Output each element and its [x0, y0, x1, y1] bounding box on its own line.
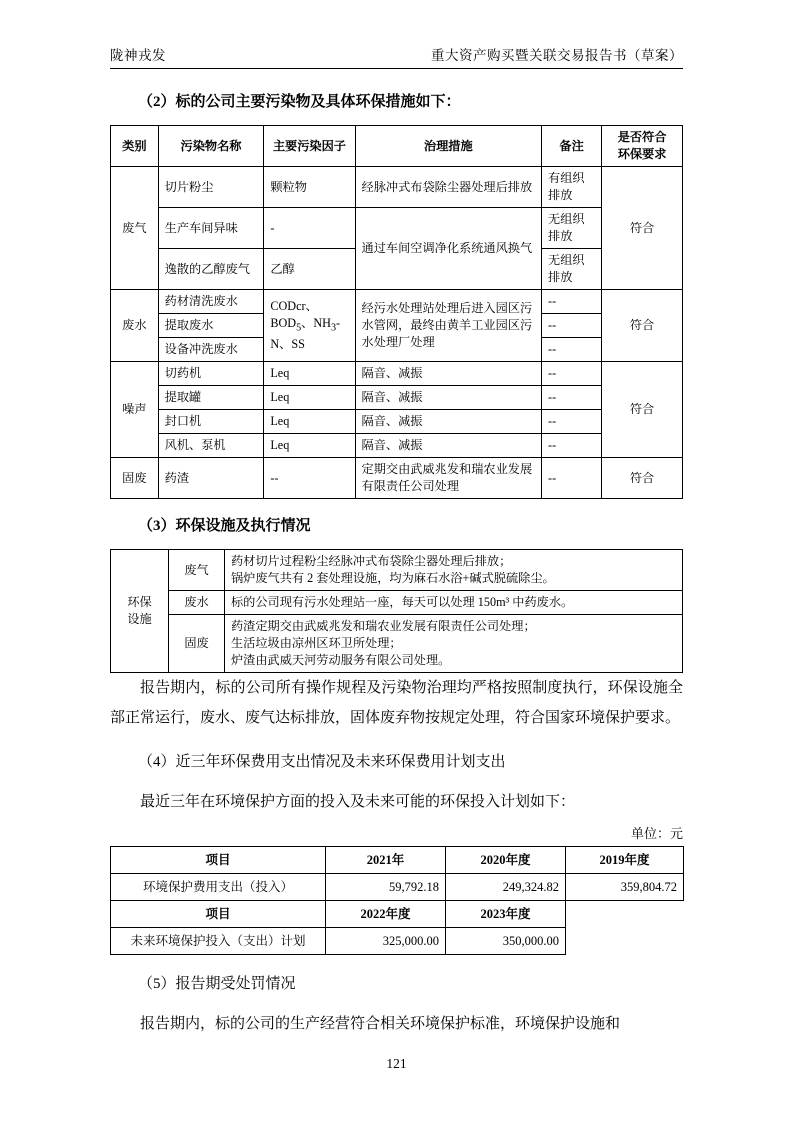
- cell-factor: -: [264, 208, 355, 249]
- cell-measure: 经污水处理站处理后进入园区污水管网，最终由黄羊工业园区污水处理厂处理: [355, 290, 542, 362]
- cell-compliance: 符合: [602, 167, 683, 290]
- table-row: [111, 458, 683, 499]
- col-category: 类别: [111, 126, 159, 167]
- cell-factor: 颗粒物: [264, 167, 355, 208]
- table-row: [111, 167, 683, 208]
- cell-note: --: [542, 362, 602, 386]
- cell-item-label: 环境保护费用支出（投入）: [111, 874, 326, 901]
- table-row: [111, 928, 684, 955]
- cell-pollutant-name: 设备冲洗废水: [158, 338, 264, 362]
- table-row: [111, 362, 683, 386]
- col-item-plan: 项目: [111, 901, 326, 928]
- cell-facility-label: 环保 设施: [111, 550, 169, 673]
- cell-item-plan-label: 未来环境保护投入（支出）计划: [111, 928, 326, 955]
- cell-measure: 隔音、减振: [355, 434, 542, 458]
- col-year-2021: 2021年: [326, 847, 446, 874]
- cell-factor: Leq: [264, 434, 355, 458]
- section-title-pollutants: （2）标的公司主要污染物及具体环保措施如下：: [138, 94, 461, 110]
- cell-note: --: [542, 410, 602, 434]
- cell-factor: --: [264, 458, 355, 499]
- cell-note: 无组织 排放: [542, 208, 602, 249]
- cell-note: --: [542, 458, 602, 499]
- cell-note: --: [542, 434, 602, 458]
- col-compliance: 是否符合 环保要求: [602, 126, 683, 167]
- col-pollutant-name: 污染物名称: [158, 126, 264, 167]
- cell-pollutant-name: 提取废水: [158, 314, 264, 338]
- cell-pollutant-name: 封口机: [158, 410, 264, 434]
- table-row: [111, 208, 683, 249]
- table-row: [111, 410, 683, 434]
- cell-factor: CODcr、 $BOD_5$、$NH_3-$ N、SS: [264, 290, 355, 362]
- cell-empty: [566, 928, 684, 955]
- section-title-expenses: （4）近三年环保费用支出情况及未来环保费用计划支出: [138, 754, 506, 770]
- col-year-2023: 2023年度: [446, 901, 566, 928]
- cell-pollutant-name: 提取罐: [158, 386, 264, 410]
- cell-pollutant-name: 药渣: [158, 458, 264, 499]
- col-year-2020: 2020年度: [446, 847, 566, 874]
- cell-value-2021: 59,792.18: [326, 874, 446, 901]
- table-row: [111, 550, 683, 591]
- col-measure: 治理措施: [355, 126, 542, 167]
- paragraph-compliance: 报告期内，标的公司所有操作规程及污染物治理均严格按照制度执行，环保设施全部正常运行，废水、废气达标排放，固体废弃物按规定处理，符合国家环境保护要求。: [110, 680, 683, 726]
- cell-category: 固废: [111, 458, 159, 499]
- table-header-row: [111, 847, 684, 874]
- cell-measure: 经脉冲式布袋除尘器处理后排放: [355, 167, 542, 208]
- cell-value-2022: 325,000.00: [326, 928, 446, 955]
- cell-value-2019: 359,804.72: [566, 874, 684, 901]
- cell-category: 废水: [111, 290, 159, 362]
- cell-pollutant-name: 切药机: [158, 362, 264, 386]
- section-title-facilities: （3）环保设施及执行情况: [138, 518, 311, 534]
- paragraph-penalty: 报告期内，标的公司的生产经营符合相关环境保护标准，环境保护设施和: [140, 1016, 621, 1032]
- cell-facility-desc: 药渣定期交由武威兆发和瑞农业发展有限责任公司处理； 生活垃圾由凉州区环卫所处理； 炉渣由武威天河劳动服务有限公司处理。: [225, 615, 683, 673]
- table-header-row: [111, 126, 683, 167]
- cell-note: --: [542, 290, 602, 314]
- header-company-name: 陇神戎发: [110, 48, 166, 63]
- header-document-title: 重大资产购买暨关联交易报告书（草案）: [431, 48, 683, 63]
- table-row: [111, 874, 684, 901]
- cell-measure: 通过车间空调净化系统通风换气: [355, 208, 542, 290]
- col-main-factor: 主要污染因子: [264, 126, 355, 167]
- cell-measure: 定期交由武威兆发和瑞农业发展有限责任公司处理: [355, 458, 542, 499]
- cell-facility-type: 废气: [169, 550, 225, 591]
- col-year-2019: 2019年度: [566, 847, 684, 874]
- cell-pollutant-name: 风机、泵机: [158, 434, 264, 458]
- cell-compliance: 符合: [602, 362, 683, 458]
- table-row: [111, 290, 683, 314]
- header-divider: [110, 68, 683, 69]
- cell-measure: 隔音、减振: [355, 410, 542, 434]
- table-row: [111, 591, 683, 615]
- section-title-penalty: （5）报告期受处罚情况: [138, 976, 296, 992]
- cell-facility-desc: 标的公司现有污水处理站一座，每天可以处理 150m³ 中药废水。: [225, 591, 683, 615]
- col-year-2022: 2022年度: [326, 901, 446, 928]
- cell-pollutant-name: 切片粉尘: [158, 167, 264, 208]
- paragraph-expenses-intro: 最近三年在环境保护方面的投入及未来可能的环保投入计划如下：: [140, 794, 576, 810]
- cell-note: 有组织 排放: [542, 167, 602, 208]
- cell-note: --: [542, 386, 602, 410]
- cell-factor: 乙醇: [264, 249, 355, 290]
- col-note: 备注: [542, 126, 602, 167]
- table-row: [111, 615, 683, 673]
- col-item: 项目: [111, 847, 326, 874]
- page-number: 121: [386, 1056, 407, 1071]
- cell-compliance: 符合: [602, 458, 683, 499]
- pollutant-measures-table: [110, 125, 683, 499]
- cell-facility-desc: 药材切片过程粉尘经脉冲式布袋除尘器处理后排放； 锅炉废气共有 2 套处理设施，均为麻石水浴+碱式脱硫除尘。: [225, 550, 683, 591]
- cell-compliance: 符合: [602, 290, 683, 362]
- page-header: [110, 44, 683, 68]
- table-header-row: [111, 901, 684, 928]
- cell-facility-type: 固废: [169, 615, 225, 673]
- cell-measure: 隔音、减振: [355, 386, 542, 410]
- cell-facility-type: 废水: [169, 591, 225, 615]
- cell-category: 噪声: [111, 362, 159, 458]
- table-row: [111, 434, 683, 458]
- cell-value-2020: 249,324.82: [446, 874, 566, 901]
- cell-factor: Leq: [264, 410, 355, 434]
- cell-category: 废气: [111, 167, 159, 290]
- environment-facilities-table: [110, 549, 683, 673]
- page-content: [110, 44, 683, 1045]
- cell-note: --: [542, 338, 602, 362]
- cell-note: --: [542, 314, 602, 338]
- environment-expense-table: [110, 846, 684, 955]
- cell-value-2023: 350,000.00: [446, 928, 566, 955]
- cell-empty: [566, 901, 684, 928]
- cell-measure: 隔音、减振: [355, 362, 542, 386]
- cell-pollutant-name: 逸散的乙醇废气: [158, 249, 264, 290]
- cell-note: 无组织 排放: [542, 249, 602, 290]
- cell-factor: Leq: [264, 386, 355, 410]
- cell-pollutant-name: 药材清洗废水: [158, 290, 264, 314]
- cell-pollutant-name: 生产车间异味: [158, 208, 264, 249]
- table-row: [111, 386, 683, 410]
- unit-label: 单位：元: [630, 826, 683, 841]
- cell-factor: Leq: [264, 362, 355, 386]
